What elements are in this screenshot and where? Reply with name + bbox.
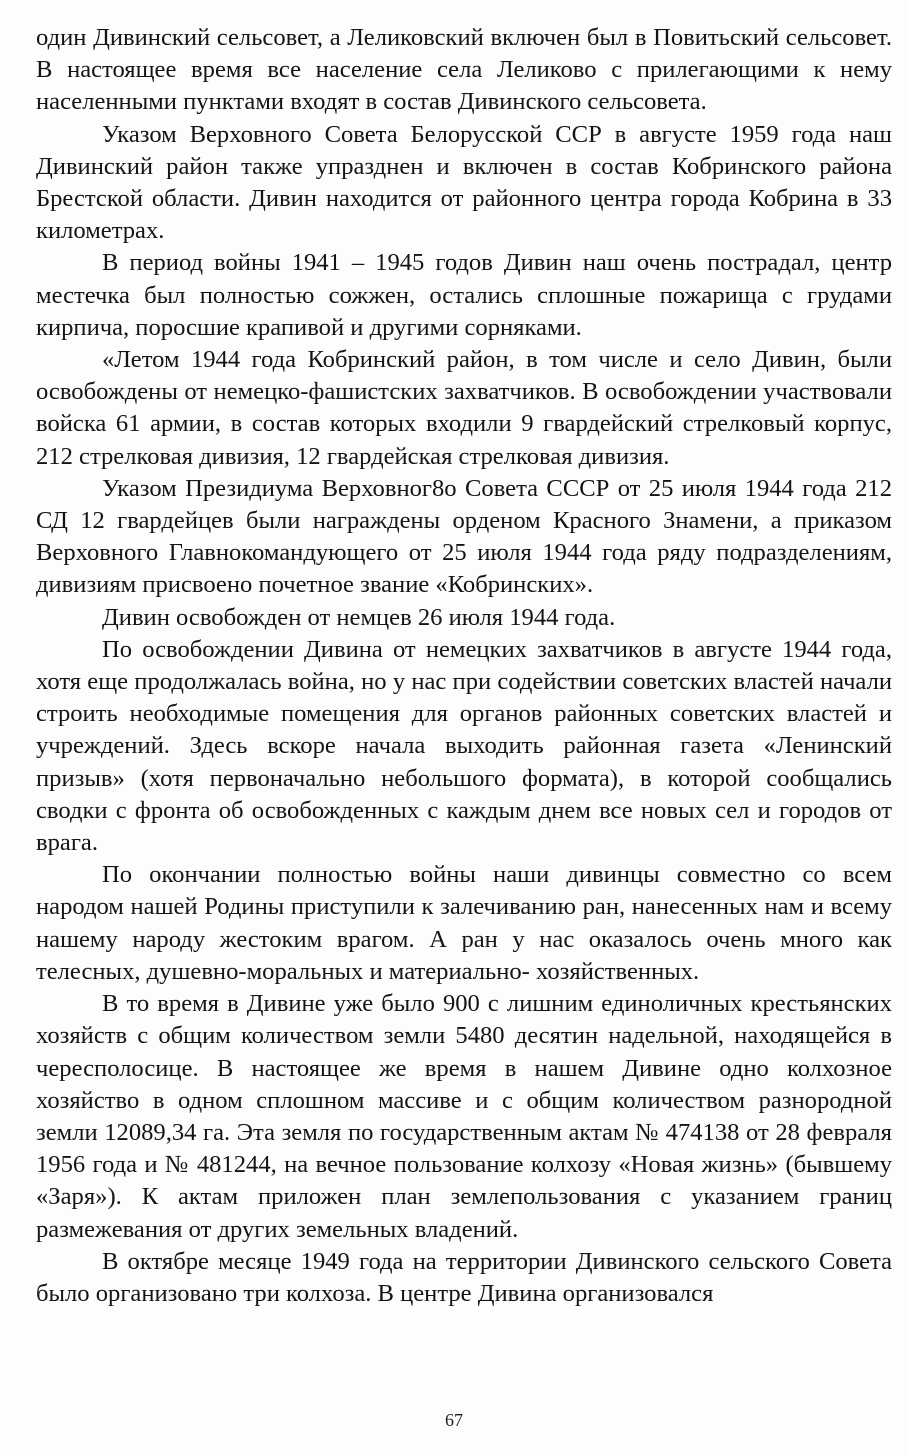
paragraph-9: В то время в Дивине уже было 900 с лишним единоличных крестьянских хозяйств с общим количеством земли 5480 десятин надельной, находящейся в чересполосице. В настоящее же время в нашем Дивине одно колхозное хозяйство в одном сплошном массиве и с общим количеством разнородной земли 12089,34 га. Эта земля по государственным актам № 474138 от 28 февраля 1956 года и № 481244, на вечное пользование колхозу «Новая жизнь» (бывшему «Заря»). К актам приложен план землепользования с указанием границ размежевания от других земельных владений. [36, 990, 892, 1243]
paragraph-10: В октябре месяце 1949 года на территории Дивинского сельского Совета было организовано три колхоза. В центре Дивина организовался [36, 1247, 892, 1307]
paragraph-3: В период войны 1941 – 1945 годов Дивин наш очень пострадал, центр местечка был полностью сожжен, остались сплошные пожарища с грудами кирпича, поросшие крапивой и другими сорняками. [36, 249, 892, 341]
paragraph-4: «Летом 1944 года Кобринский район, в том числе и село Дивин, были освобождены от немецко-фашистских захватчиков. В освобождении участвовали войска 61 армии, в состав которых входили 9 гвардейский стрелковый корпус, 212 стрелковая дивизия, 12 гвардейская стрелковая дивизия. [36, 346, 892, 470]
paragraph-6: Дивин освобожден от немцев 26 июля 1944 года. [102, 603, 616, 631]
paragraph-2: Указом Верховного Совета Белорусской ССР в августе 1959 года наш Дивинский район также упразднен и включен в состав Кобринского района Брестской области. Дивин находится от районного центра города Кобрина в 33 километрах. [36, 120, 892, 245]
paragraph-8: По окончании полностью войны наши дивинцы совместно со всем народом нашей Родины приступили к залечиванию ран, нанесенных нам и всему нашему народу жестоким врагом. А ран у нас оказалось очень много как телесных, душевно-моральных и материально- хозяйственных. [36, 861, 892, 985]
page-number: 67 [445, 1410, 463, 1430]
paragraph-5: Указом Президиума Верховног8о Совета СССР от 25 июля 1944 года 212 СД 12 гвардейцев были награждены орденом Красного Знамени, а приказом Верховного Главнокомандующего от 25 июля 1944 года ряду подразделениям, дивизиям присвоено почетное звание «Кобринских». [36, 474, 892, 599]
paragraph-7: По освобождении Дивина от немецких захватчиков в августе 1944 года, хотя еще продолжалась война, но у нас при содействии советских властей начали строить необходимые помещения для органов районных советских властей и учреждений. Здесь вскоре начала выходить районная газета «Ленинский призыв» (хотя первоначально небольшого формата), в которой сообщались сводки с фронта об освобожденных с каждым днем все новых сел и городов от врага. [36, 635, 892, 857]
paragraph-1: один Дивинский сельсовет, а Леликовский включен был в Повитьский сельсовет. В настоящее время все население села Леликово с прилегающими к нему населенными пунктами входят в состав Дивинского сельсовета. [36, 24, 892, 116]
body-text [36, 22, 892, 1310]
